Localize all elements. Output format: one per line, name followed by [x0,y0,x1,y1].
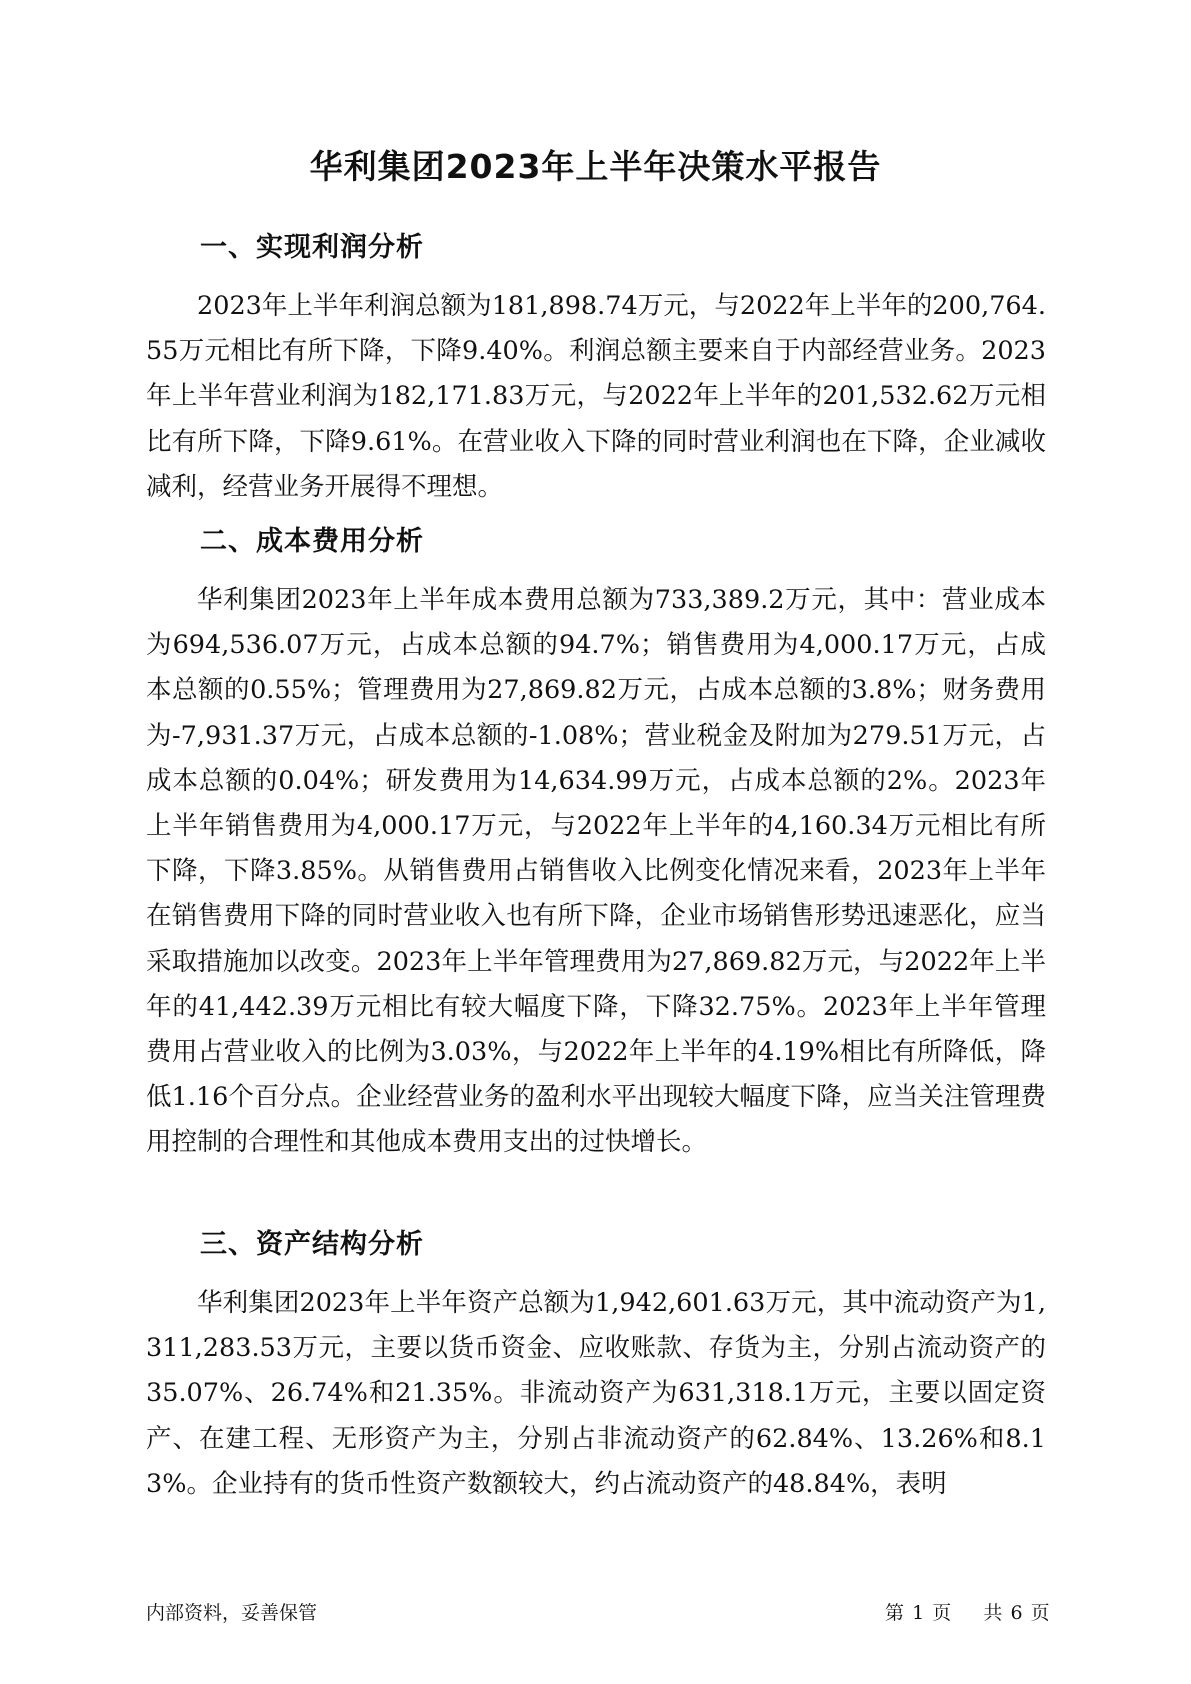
total-pages: 6 [1010,1602,1023,1624]
page-label-middle: 页 [932,1602,952,1624]
section-heading-profit: 一、实现利润分析 [200,232,424,263]
section-heading-cost: 二、成本费用分析 [200,526,424,557]
footer-confidential-note: 内部资料，妥善保管 [146,1602,318,1624]
document-title: 华利集团2023年上半年决策水平报告 [309,147,882,186]
section-body-cost: 华利集团2023年上半年成本费用总额为733,389.2万元，其中：营业成本为694,536.07万元，占成本总额的94.7%；销售费用为4,000.17万元，占成本总额的0.55%；管理费用为27,869.82万元，占成本总额的3.8%；财务费用为-7,931.37万元，占成本总额的-1.08%；营业税金及附加为279.51万元，占成本总额的0.04%；研发费用为14,634.99万元，占成本总额的2%。2023年上半年销售费用为4,000.17万元，与2022年上半年的4,160.34万元相比有所下降，下降3.85%。从销售费用占销售收入比例变化情况来看，2023年上半年在销售费用下降的同时营业收入也有所下降，企业市场销售形势迅速恶化，应当采取措施加以改变。2023年上半年管理费用为27,869.82万元，与2022年上半年的41,442.39万元相比有较大幅度下降，下降32.75%。2023年上半年管理费用占营业收入的比例为3.03%，与2022年上半年的4.19%相比有所降低，降低1.16个百分点。企业经营业务的盈利水平出现较大幅度下降，应当关注管理费用控制的合理性和其他成本费用支出的过快增长。 [146,585,1046,1158]
footer-page-number [885,1600,1050,1626]
total-label-suffix: 页 [1030,1602,1050,1624]
page-label-prefix: 第 [885,1602,905,1624]
total-label-prefix: 共 [983,1602,1003,1624]
section-body-profit: 2023年上半年利润总额为181,898.74万元，与2022年上半年的200,764.55万元相比有所下降，下降9.40%。利润总额主要来自于内部经营业务。2023年上半年营业利润为182,171.83万元，与2022年上半年的201,532.62万元相比有所下降，下降9.61%。在营业收入下降的同时营业利润也在下降，企业减收减利，经营业务开展得不理想。 [146,291,1046,502]
current-page: 1 [912,1602,925,1624]
section-heading-assets: 三、资产结构分析 [200,1229,424,1260]
section-body-assets: 华利集团2023年上半年资产总额为1,942,601.63万元，其中流动资产为1,311,283.53万元，主要以货币资金、应收账款、存货为主，分别占流动资产的35.07%、26.74%和21.35%。非流动资产为631,318.1万元，主要以固定资产、在建工程、无形资产为主，分别占非流动资产的62.84%、13.26%和8.13%。企业持有的货币性资产数额较大，约占流动资产的48.84%，表明 [146,1288,1046,1499]
